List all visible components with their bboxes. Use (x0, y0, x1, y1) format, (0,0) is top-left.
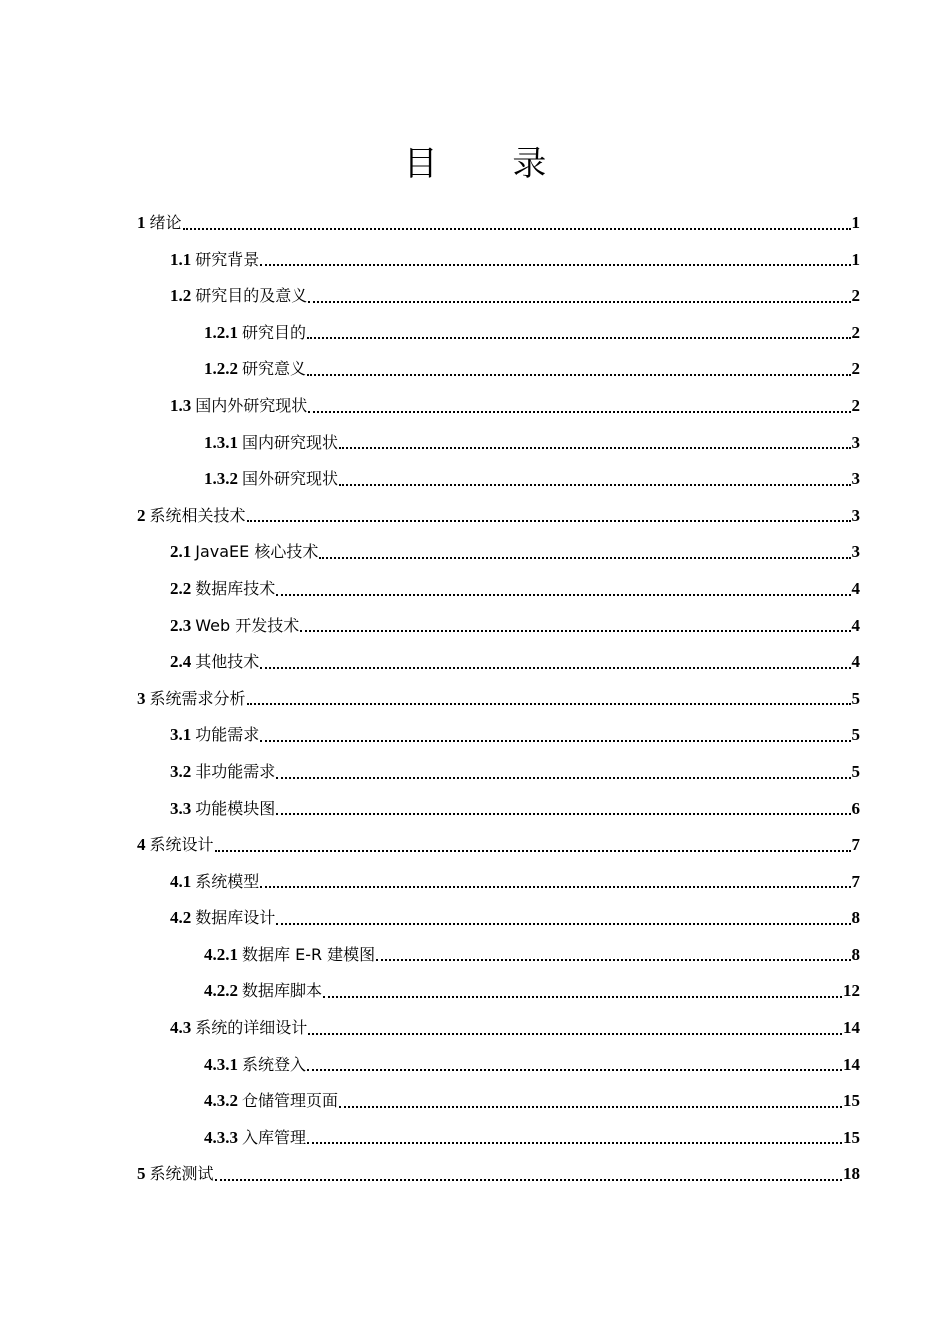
toc-entry-page: 12 (843, 981, 860, 1001)
toc-entry-page: 1 (851, 213, 860, 232)
table-of-contents (137, 205, 860, 1193)
toc-entry[interactable] (137, 1083, 860, 1120)
toc-entry-label (137, 1156, 214, 1193)
toc-dot-leader (215, 849, 851, 852)
toc-entry-page: 4 (851, 615, 860, 635)
toc-entry-label (170, 534, 318, 571)
toc-entry-number: 2 (137, 505, 146, 525)
toc-entry-label (204, 351, 306, 388)
toc-entry-page: 14 (843, 1054, 860, 1074)
toc-entry[interactable] (137, 315, 860, 352)
toc-entry-number: 1.1 (170, 249, 192, 269)
toc-entry-label (204, 461, 338, 498)
toc-dot-leader (339, 483, 850, 486)
toc-dot-leader (308, 300, 850, 303)
toc-entry-label (170, 388, 307, 425)
toc-entry-number: 2.4 (170, 652, 192, 672)
toc-dot-leader (300, 629, 850, 632)
toc-entry-page: 18 (843, 1164, 860, 1184)
toc-dot-leader (308, 410, 850, 413)
toc-dot-leader (260, 885, 850, 888)
toc-entry-label (137, 205, 182, 242)
toc-entry-number: 1 (137, 213, 146, 232)
toc-dot-leader (247, 702, 851, 705)
toc-entry-title: 国外研究现状 (242, 469, 339, 489)
toc-entry-number: 4.2.1 (204, 944, 238, 964)
toc-entry-label (170, 1010, 307, 1047)
toc-entry-page: 3 (851, 505, 860, 525)
toc-entry-number: 4 (137, 835, 146, 855)
toc-entry-page: 15 (843, 1091, 860, 1111)
toc-entry-title: 非功能需求 (195, 761, 276, 781)
toc-entry-page: 8 (851, 908, 860, 928)
toc-entry-page: 2 (851, 322, 860, 342)
toc-entry-label (204, 1047, 306, 1084)
toc-entry-title: 国内研究现状 (242, 432, 339, 452)
toc-entry-title: 系统相关技术 (149, 505, 246, 525)
toc-entry-title: 数据库技术 (195, 578, 276, 598)
toc-dot-leader (339, 446, 850, 449)
toc-entry-label (137, 681, 246, 718)
toc-entry-page: 3 (851, 469, 860, 489)
toc-dot-leader (307, 373, 850, 376)
toc-dot-leader (260, 666, 850, 669)
toc-entry[interactable] (137, 864, 860, 901)
toc-entry-title: 数据库设计 (195, 908, 276, 928)
toc-entry-number: 1.3.2 (204, 469, 238, 489)
toc-entry[interactable] (137, 717, 860, 754)
toc-entry-number: 1.2.1 (204, 322, 238, 342)
toc-entry-title: 其他技术 (195, 652, 260, 672)
toc-entry-page: 2 (851, 395, 860, 415)
toc-entry-page: 5 (851, 688, 860, 708)
toc-entry-number: 4.1 (170, 871, 192, 891)
toc-entry-number: 3 (137, 688, 146, 708)
toc-entry[interactable] (137, 827, 860, 864)
toc-entry-page: 1 (851, 249, 860, 269)
toc-dot-leader (339, 1105, 842, 1108)
toc-entry-label (204, 315, 306, 352)
toc-entry-label (170, 864, 259, 901)
toc-entry[interactable] (137, 205, 860, 242)
toc-entry-page: 2 (851, 359, 860, 379)
toc-dot-leader (247, 519, 851, 522)
toc-entry-title: 数据库脚本 (242, 981, 323, 1001)
toc-entry-title: 绪论 (149, 213, 182, 232)
toc-entry-page: 3 (851, 542, 860, 562)
toc-entry[interactable] (137, 461, 860, 498)
toc-entry-label (170, 608, 299, 645)
toc-entry[interactable] (137, 937, 860, 974)
toc-entry-label (137, 498, 246, 535)
toc-entry-page: 5 (851, 725, 860, 745)
toc-entry-label (170, 717, 259, 754)
toc-entry-title: 系统测试 (149, 1164, 214, 1184)
toc-entry-label (170, 571, 275, 608)
toc-entry-label (170, 242, 259, 279)
toc-dot-leader (276, 922, 850, 925)
toc-entry-number: 1.2.2 (204, 359, 238, 379)
toc-entry-page: 7 (851, 835, 860, 855)
toc-entry[interactable] (137, 425, 860, 462)
toc-entry-page: 3 (851, 432, 860, 452)
toc-entry-title: 功能模块图 (195, 798, 276, 818)
toc-entry-title: Web 开发技术 (195, 615, 300, 635)
toc-entry[interactable] (137, 754, 860, 791)
toc-entry-title: 研究目的及意义 (195, 286, 308, 306)
toc-entry-number: 1.2 (170, 286, 192, 306)
toc-entry-label (204, 937, 375, 974)
toc-entry[interactable] (137, 571, 860, 608)
toc-entry-page: 14 (843, 1018, 860, 1038)
toc-entry[interactable] (137, 900, 860, 937)
toc-dot-leader (183, 227, 851, 230)
toc-dot-leader (215, 1178, 842, 1181)
toc-entry[interactable] (137, 608, 860, 645)
toc-entry-number: 3.3 (170, 798, 192, 818)
toc-entry-number: 3.1 (170, 725, 192, 745)
toc-entry-page: 5 (851, 761, 860, 781)
toc-entry-number: 4.3.3 (204, 1127, 238, 1147)
toc-dot-leader (276, 812, 850, 815)
toc-entry-page: 4 (851, 652, 860, 672)
toc-entry-number: 4.3.2 (204, 1091, 238, 1111)
toc-entry-page: 2 (851, 286, 860, 306)
toc-entry-page: 8 (851, 944, 860, 964)
toc-entry-number: 3.2 (170, 761, 192, 781)
toc-entry-number: 4.2.2 (204, 981, 238, 1001)
toc-entry[interactable] (137, 242, 860, 279)
toc-entry-title: 研究目的 (242, 322, 307, 342)
toc-dot-leader (319, 556, 850, 559)
toc-entry[interactable] (137, 791, 860, 828)
toc-entry[interactable] (137, 351, 860, 388)
toc-entry[interactable] (137, 534, 860, 571)
toc-entry-label (204, 973, 322, 1010)
toc-entry-label (170, 900, 275, 937)
toc-entry[interactable] (137, 1156, 860, 1193)
toc-entry[interactable] (137, 1047, 860, 1084)
toc-entry-title: 国内外研究现状 (195, 395, 308, 415)
toc-entry[interactable] (137, 973, 860, 1010)
toc-dot-leader (307, 336, 850, 339)
toc-entry-title: 研究背景 (195, 249, 260, 269)
toc-entry-number: 4.3 (170, 1018, 192, 1038)
toc-entry-label (204, 1083, 338, 1120)
toc-entry-title: 系统模型 (195, 871, 260, 891)
toc-entry-number: 5 (137, 1164, 146, 1184)
toc-entry[interactable] (137, 681, 860, 718)
toc-entry-number: 2.2 (170, 578, 192, 598)
toc-dot-leader (276, 593, 850, 596)
toc-entry-number: 1.3 (170, 395, 192, 415)
toc-dot-leader (376, 958, 850, 961)
toc-dot-leader (276, 776, 850, 779)
toc-entry-title: 系统设计 (149, 835, 214, 855)
toc-entry-label (170, 644, 259, 681)
toc-dot-leader (323, 995, 842, 998)
toc-entry-title: 系统登入 (242, 1054, 307, 1074)
toc-entry-number: 4.3.1 (204, 1054, 238, 1074)
toc-entry-title: 系统需求分析 (149, 688, 246, 708)
toc-entry-title: 入库管理 (242, 1127, 307, 1147)
toc-entry-page: 4 (851, 578, 860, 598)
toc-entry[interactable] (137, 388, 860, 425)
toc-entry[interactable] (137, 644, 860, 681)
toc-dot-leader (308, 1032, 842, 1035)
toc-dot-leader (260, 739, 850, 742)
toc-entry-title: 仓储管理页面 (242, 1091, 339, 1111)
toc-entry-title: 数据库 E-R 建模图 (242, 944, 376, 964)
toc-entry-title: 系统的详细设计 (195, 1018, 308, 1038)
toc-entry-number: 2.1 (170, 542, 192, 562)
toc-entry-title: 研究意义 (242, 359, 307, 379)
toc-dot-leader (307, 1068, 842, 1071)
toc-entry[interactable] (137, 278, 860, 315)
toc-dot-leader (260, 263, 850, 266)
toc-entry-label (170, 278, 307, 315)
toc-entry-label (204, 425, 338, 462)
toc-entry-label (204, 1120, 306, 1157)
toc-entry[interactable] (137, 1120, 860, 1157)
toc-entry-title: JavaEE 核心技术 (195, 542, 319, 562)
toc-entry[interactable] (137, 1010, 860, 1047)
toc-entry-label (170, 754, 275, 791)
toc-entry-title: 功能需求 (195, 725, 260, 745)
toc-entry-label (137, 827, 214, 864)
toc-entry-number: 2.3 (170, 615, 192, 635)
toc-entry-page: 7 (851, 871, 860, 891)
toc-entry-page: 15 (843, 1127, 860, 1147)
toc-title: 目 录 (403, 144, 579, 184)
toc-entry-label (170, 791, 275, 828)
toc-dot-leader (307, 1141, 842, 1144)
toc-entry-number: 1.3.1 (204, 432, 238, 452)
toc-entry-page: 6 (851, 798, 860, 818)
toc-entry-number: 4.2 (170, 908, 192, 928)
toc-entry[interactable] (137, 498, 860, 535)
